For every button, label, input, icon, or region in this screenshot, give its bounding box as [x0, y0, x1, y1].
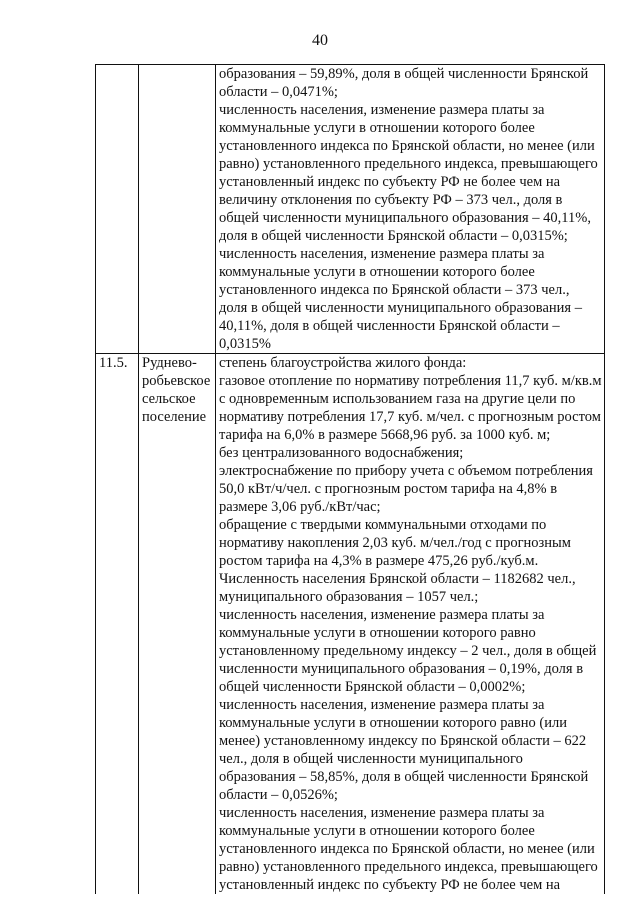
text-line: газовое отопление по нормативу потребления 11,7 куб. м/кв.м: [219, 373, 602, 389]
text-line: коммунальные услуги в отношении которого более: [219, 264, 535, 280]
text-line: равно) установленного предельного индекса, превышающего: [219, 859, 598, 875]
text-line: тарифа на 6,0% в размере 5668,96 руб. за 1000 куб. м;: [219, 427, 551, 443]
text-line: области – 0,0526%;: [219, 787, 338, 803]
table-row-11-5: [96, 354, 605, 895]
text-line: 0,0315%: [219, 336, 271, 352]
text-line: степень благоустройства жилого фонда:: [219, 355, 467, 371]
table-row-continuation: [96, 65, 605, 354]
text-line: обращение с твердыми коммунальными отходами по: [219, 517, 547, 533]
row-number-cell: [96, 65, 139, 354]
text-line: Численность населения Брянской области – 1182682 чел.,: [219, 571, 576, 587]
text-line: численность населения, изменение размера платы за: [219, 246, 545, 262]
settlement-name-line: Руднево-: [142, 355, 197, 371]
text-line: муниципального образования – 1057 чел.;: [219, 589, 479, 605]
text-line: размере 3,06 руб./кВт/час;: [219, 499, 381, 515]
text-line: 40,11%, доля в общей численности Брянской области –: [219, 318, 560, 334]
description-text: [219, 354, 601, 894]
text-line: коммунальные услуги в отношении которого равно (или: [219, 715, 567, 731]
text-line: образования – 58,85%, доля в общей численности Брянской: [219, 769, 589, 785]
text-line: установленный индекс по субъекту РФ не более чем на: [219, 877, 561, 893]
settlement-name-line: робьевское: [142, 373, 211, 389]
settlement-name-cell: [139, 354, 216, 895]
text-line: 50,0 кВт/ч/чел. с прогнозным ростом тарифа на 4,8% в: [219, 481, 558, 497]
text-line: образования – 59,89%, доля в общей численности Брянской: [219, 66, 589, 82]
text-line: с одновременным использованием газа на другие цели по: [219, 391, 576, 407]
text-line: доля в общей численности Брянской области – 0,0315%;: [219, 228, 568, 244]
text-line: численность населения, изменение размера платы за: [219, 697, 545, 713]
text-line: нормативу потребления 17,7 куб. м/чел. с прогнозным ростом: [219, 409, 601, 425]
settlement-name-line: сельское: [142, 391, 196, 407]
text-line: чел., доля в общей численности муниципального: [219, 751, 523, 767]
text-line: менее) установленному индексу по Брянской области – 622: [219, 733, 587, 749]
text-line: установленному предельному индексу – 2 чел., доля в общей: [219, 643, 597, 659]
text-line: общей численности Брянской области – 0,0002%;: [219, 679, 526, 695]
text-line: ростом тарифа на 4,3% в размере 475,26 руб./куб.м.: [219, 553, 539, 569]
text-line: общей численности муниципального образования – 40,11%,: [219, 210, 591, 226]
text-line: равно) установленного предельного индекса, превышающего: [219, 156, 598, 172]
text-line: численность населения, изменение размера платы за: [219, 102, 545, 118]
text-line: без централизованного водоснабжения;: [219, 445, 464, 461]
text-line: установленного индекса по Брянской области, но менее (или: [219, 138, 595, 154]
text-line: численности муниципального образования – 0,19%, доля в: [219, 661, 584, 677]
description-cell: [216, 354, 605, 895]
settlement-name: [142, 354, 212, 426]
text-line: установленного индекса по Брянской области – 373 чел.,: [219, 282, 570, 298]
text-line: доля в общей численности муниципального образования –: [219, 300, 582, 316]
row-number-cell: 11.5.: [96, 354, 139, 895]
text-line: установленного индекса по Брянской области, но менее (или: [219, 841, 595, 857]
settlement-name-line: поселение: [142, 409, 207, 425]
text-line: области – 0,0471%;: [219, 84, 338, 100]
municipal-table: [95, 64, 605, 894]
text-line: численность населения, изменение размера платы за: [219, 607, 545, 623]
description-text: [219, 65, 601, 353]
text-line: электроснабжение по прибору учета с объемом потребления: [219, 463, 593, 479]
text-line: установленный индекс по субъекту РФ не более чем на: [219, 174, 561, 190]
text-line: коммунальные услуги в отношении которого равно: [219, 625, 536, 641]
text-line: коммунальные услуги в отношении которого более: [219, 120, 535, 136]
page-number: 40: [312, 32, 328, 49]
text-line: нормативу накопления 2,03 куб. м/чел./год с прогнозным: [219, 535, 571, 551]
text-line: коммунальные услуги в отношении которого более: [219, 823, 535, 839]
text-line: численность населения, изменение размера платы за: [219, 805, 545, 821]
text-line: величину отклонения по субъекту РФ – 373 чел., доля в: [219, 192, 563, 208]
description-cell: [216, 65, 605, 354]
settlement-name-cell: [139, 65, 216, 354]
